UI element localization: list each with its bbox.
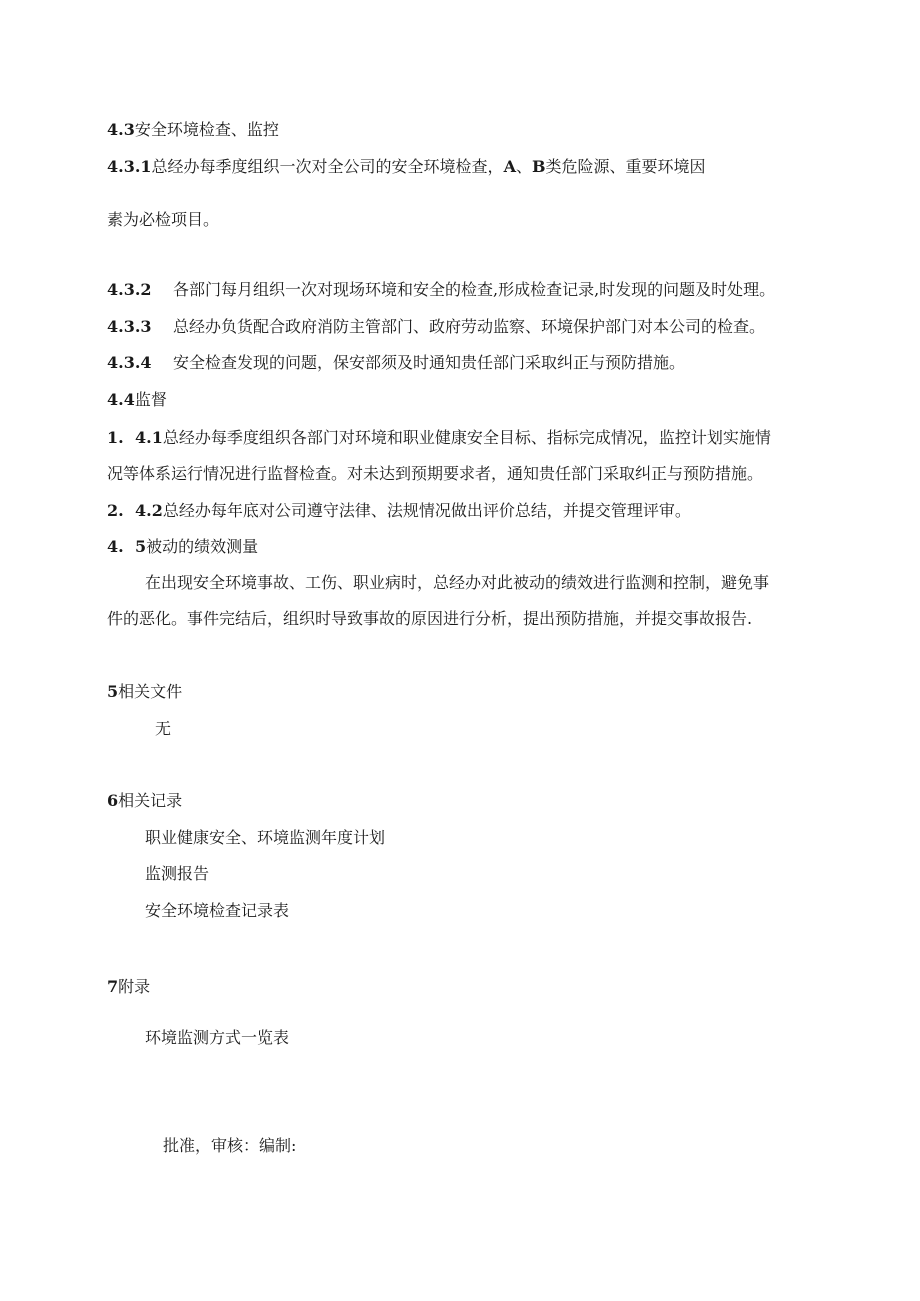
- related-document-item: 无: [155, 719, 172, 738]
- supervision-item-1-line2: 况等体系运行情况进行监督检查。对未达到预期要求者，通知贵任部门采取纠正与预防措施。: [107, 464, 764, 483]
- related-record-item: 安全环境检查记录表: [145, 901, 290, 920]
- section-4-3-heading: [107, 120, 279, 140]
- section-4-3-1-line2: 素为必检项目。: [107, 210, 220, 229]
- section-number-part: 5: [135, 537, 147, 556]
- section-title: 相关记录: [118, 791, 183, 810]
- appendix-item: 环境监测方式一览表: [145, 1028, 290, 1047]
- section-number: 4.1: [135, 428, 163, 447]
- section-number: 5: [107, 682, 119, 701]
- list-number: 2.: [107, 501, 124, 520]
- section-title: 附录: [118, 977, 151, 996]
- paragraph-text: 类危险源、重要环境因: [545, 157, 706, 176]
- section-4-4-heading: [107, 390, 167, 410]
- section-4-3-1-line1: [107, 157, 706, 177]
- separator: 、: [515, 157, 532, 176]
- supervision-item-1-line1: [107, 428, 771, 448]
- section-number: 4.3.1: [107, 157, 152, 176]
- section-number: 7: [107, 977, 119, 996]
- section-number: 4.3.4: [107, 353, 152, 372]
- paragraph-text: 总经办每年底对公司遵守法律、法规情况做出评价总结，并提交管理评审。: [162, 501, 691, 520]
- paragraph-text: 各部门每月组织一次对现场环境和安全的检查,形成检查记录,时发现的问题及时处理。: [173, 280, 776, 299]
- list-number: 1.: [107, 428, 124, 447]
- related-record-item: 监测报告: [145, 864, 210, 883]
- section-title: 安全环境检查、监控: [134, 120, 279, 139]
- section-4-3-2: [107, 280, 775, 300]
- paragraph-text: 总经办每季度组织各部门对环境和职业健康安全目标、指标完成情况，监控计划实施情: [162, 428, 771, 447]
- section-4-3-3: [107, 317, 765, 337]
- supervision-item-2: [107, 501, 691, 521]
- section-6-heading: [107, 791, 182, 811]
- related-record-item: 职业健康安全、环境监测年度计划: [145, 828, 386, 847]
- section-number: 4.2: [135, 501, 163, 520]
- section-number: 4.3: [107, 120, 135, 139]
- section-title: 监督: [134, 390, 167, 409]
- section-title: 相关文件: [118, 682, 183, 701]
- section-number: 6: [107, 791, 119, 810]
- paragraph-text: 总经办每季度组织一次对全公司的安全环境检查，: [151, 157, 504, 176]
- category-a: A: [503, 157, 516, 176]
- section-number: 4.4: [107, 390, 135, 409]
- section-number: 4.3.3: [107, 317, 152, 336]
- section-4-3-4: [107, 353, 685, 373]
- section-4-5-paragraph-line1: 在出现安全环境事故、工伤、职业病时，总经办对此被动的绩效进行监测和控制，避免事: [145, 573, 770, 592]
- paragraph-text: 安全检查发现的问题，保安部须及时通知贵任部门采取纠正与预防措施。: [173, 353, 686, 372]
- section-number: 4.3.2: [107, 280, 152, 299]
- section-title: 被动的绩效测量: [146, 537, 259, 556]
- section-4-5-paragraph-line2: 件的恶化。事件完结后，组织时导致事故的原因进行分析，提出预防措施，并提交事故报告.: [107, 609, 753, 628]
- approval-signature-line: 批准，审核：编制:: [163, 1136, 297, 1155]
- category-b: B: [532, 157, 546, 176]
- paragraph-text: 总经办负货配合政府消防主管部门、政府劳动监察、环境保护部门对本公司的检查。: [173, 317, 766, 336]
- section-7-heading: [107, 977, 150, 997]
- section-4-5-heading: [107, 537, 258, 557]
- section-5-heading: [107, 682, 182, 702]
- section-number-part: 4.: [107, 537, 124, 556]
